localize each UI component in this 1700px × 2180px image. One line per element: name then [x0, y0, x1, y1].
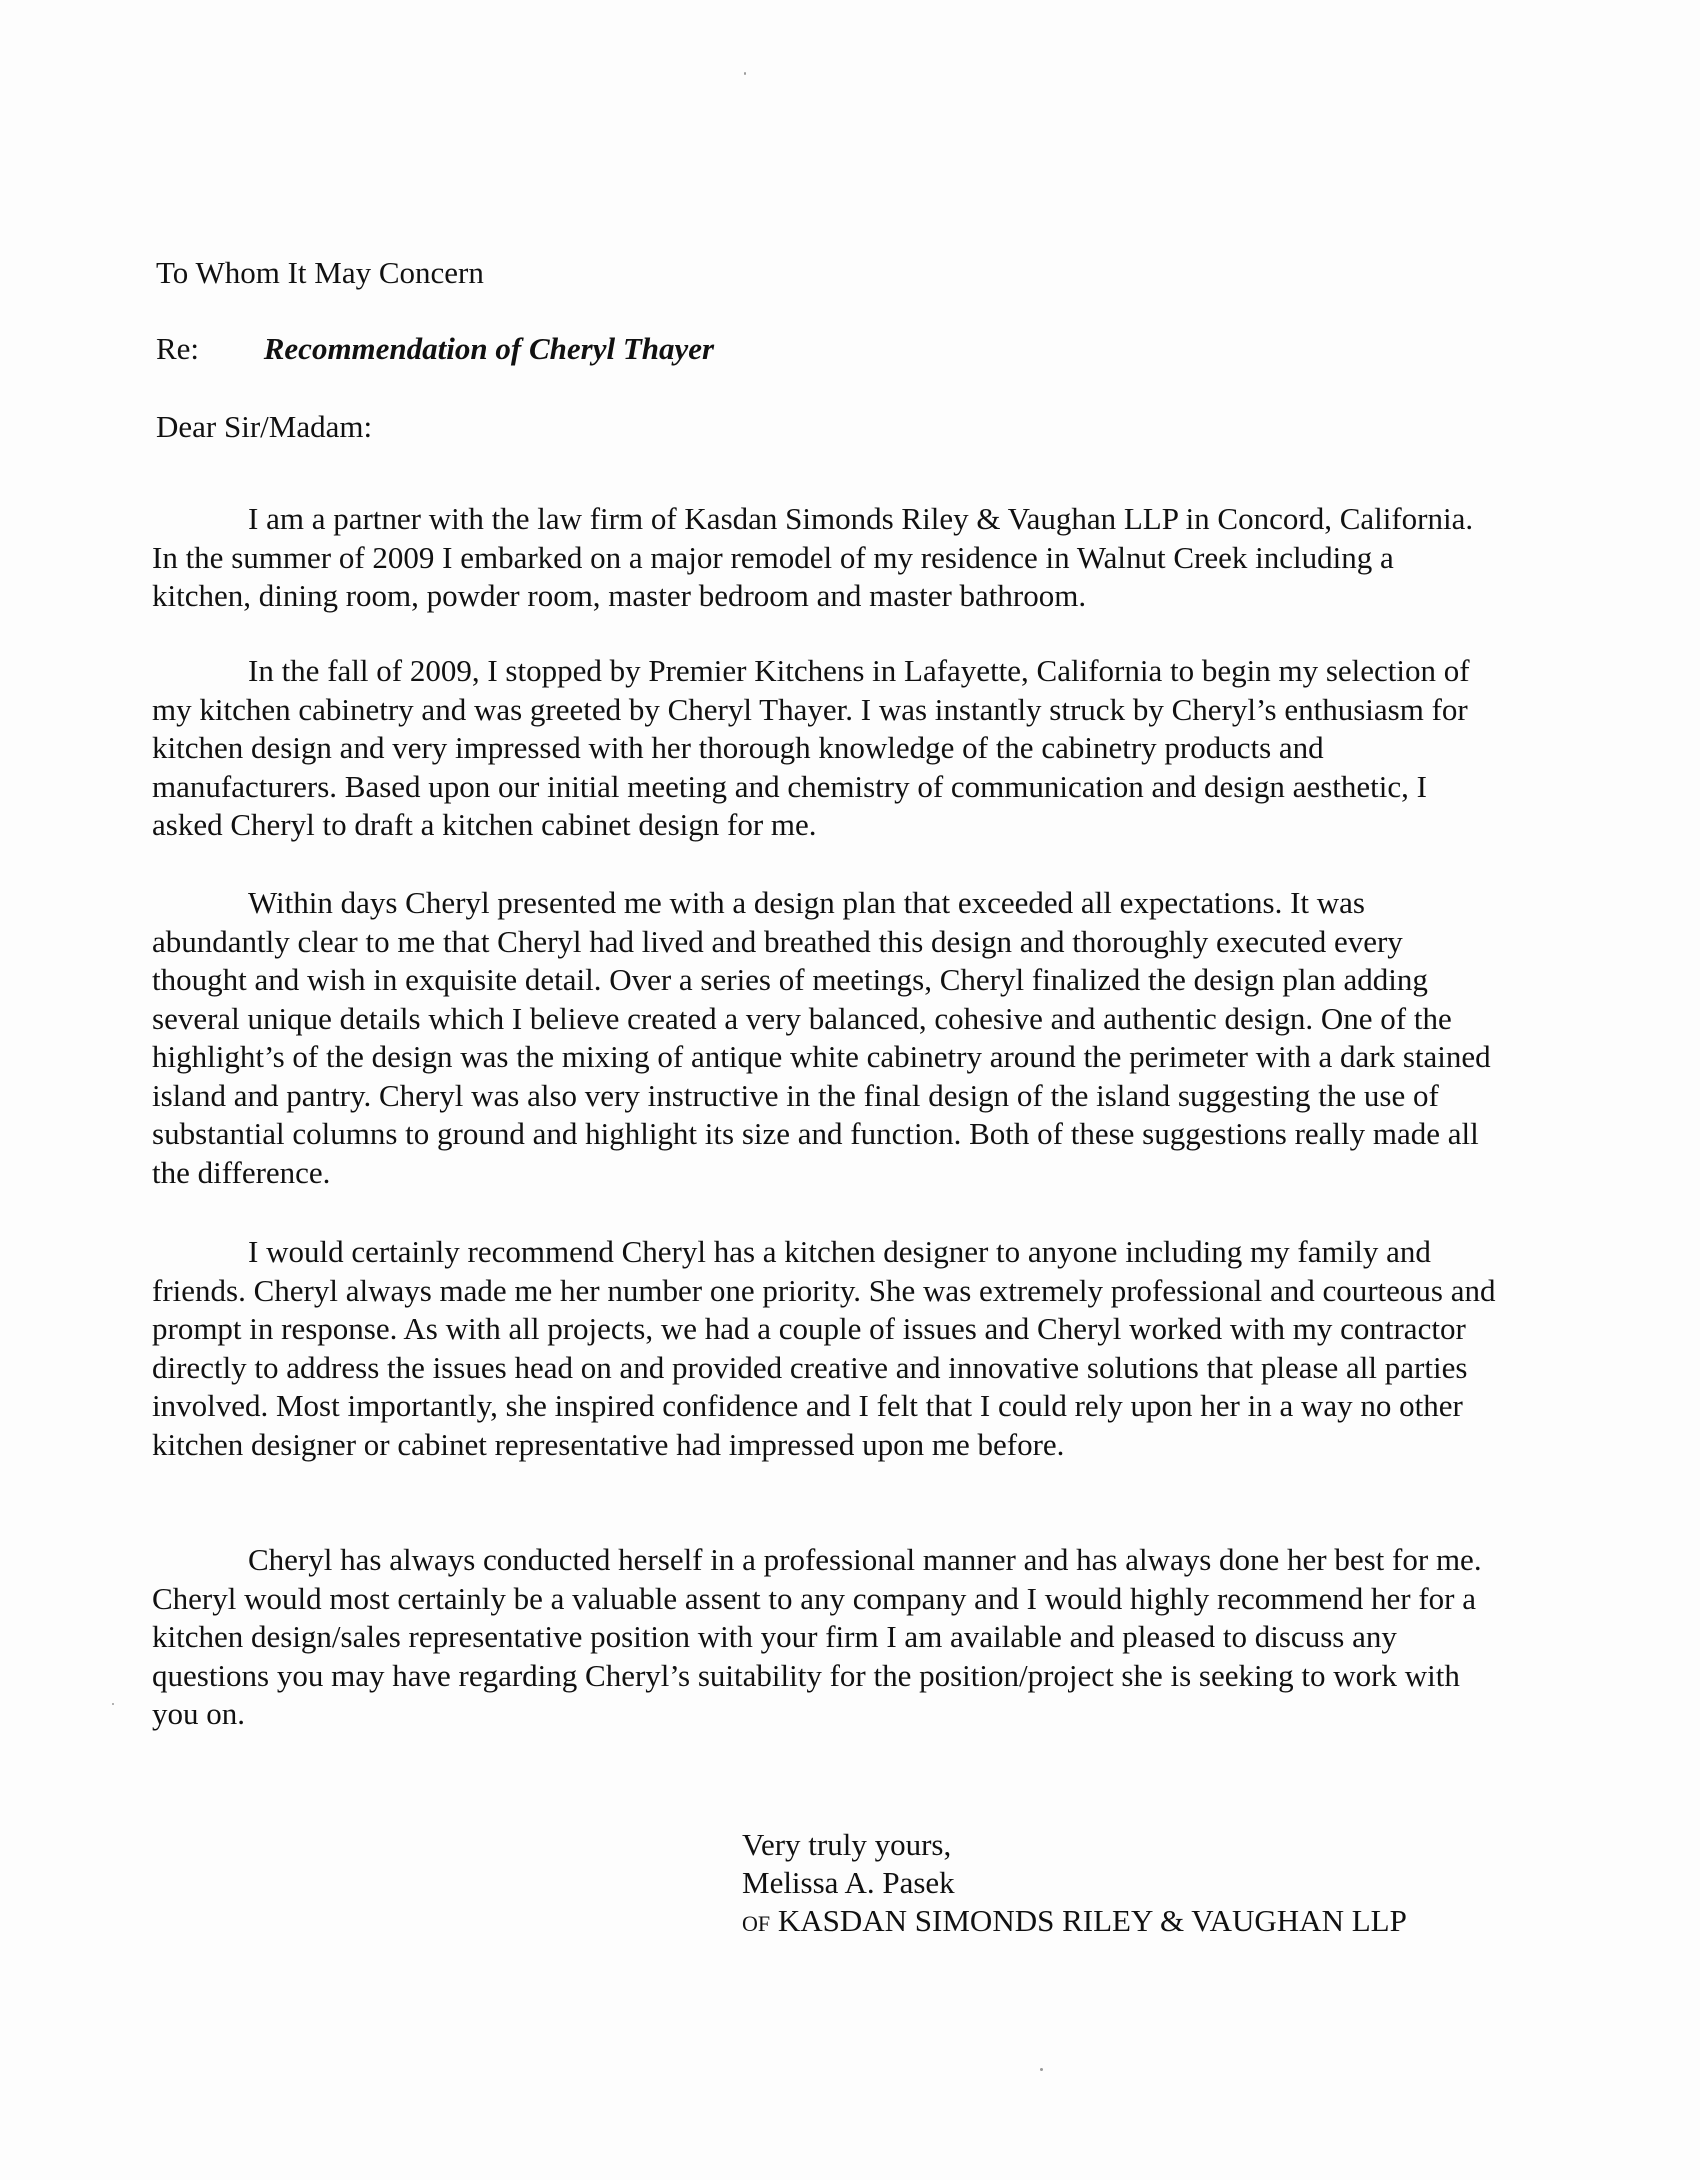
subject-line: [156, 331, 714, 367]
subject-text: Recommendation of Cheryl Thayer: [263, 331, 715, 366]
closing-phrase: Very truly yours,: [742, 1827, 952, 1862]
scan-speck: [1040, 2068, 1043, 2071]
body-paragraph: I would certainly recommend Cheryl has a kitchen designer to anyone including my family and friends. Cheryl always made me her number one priority. She was extremely professional and courteous and prompt in response. As with all projects, we had a couple of issues and Cheryl worked with my contractor directly to address the issues head on and provided creative and innovative solutions that please all parties involved. Most importantly, she inspired confidence and I felt that I could rely upon her in a way no other kitchen designer or cabinet representative had impressed upon me before.: [152, 1234, 1496, 1462]
scan-speck: [112, 1703, 114, 1705]
subject-label: Re:: [156, 331, 200, 366]
signer-name: Melissa A. Pasek: [742, 1865, 955, 1900]
scan-speck: [744, 72, 746, 75]
addressee-line: To Whom It May Concern: [156, 255, 484, 290]
greeting-line: Dear Sir/Madam:: [156, 409, 373, 444]
signer-firm: of KASDAN SIMONDS RILEY & VAUGHAN LLP: [742, 1903, 1407, 1938]
body-paragraph: Within days Cheryl presented me with a design plan that exceeded all expectations. It was abundantly clear to me that Cheryl had lived and breathed this design and thoroughly executed every thought and wish in exquisite detail. Over a series of meetings, Cheryl finalized the design plan adding several unique details which I believe created a very balanced, cohesive and authentic design. One of the highlight’s of the design was the mixing of antique white cabinetry around the perimeter with a dark stained island and pantry. Cheryl was also very instructive in the final design of the island suggesting the use of substantial columns to ground and highlight its size and function. Both of these suggestions really made all the difference.: [152, 885, 1491, 1190]
body-paragraph: I am a partner with the law firm of Kasdan Simonds Riley & Vaughan LLP in Concord, California. In the summer of 2009 I embarked on a major remodel of my residence in Walnut Creek including a kitchen, dining room, powder room, master bedroom and master bathroom.: [152, 501, 1474, 613]
signature-block: [742, 1826, 1407, 1940]
body-paragraph: In the fall of 2009, I stopped by Premier Kitchens in Lafayette, California to begin my selection of my kitchen cabinetry and was greeted by Cheryl Thayer. I was instantly struck by Cheryl’s enthusiasm for kitchen design and very impressed with her thorough knowledge of the cabinetry products and manufacturers. Based upon our initial meeting and chemistry of communication and design aesthetic, I asked Cheryl to draft a kitchen cabinet design for me.: [152, 653, 1470, 842]
body-paragraph: Cheryl has always conducted herself in a professional manner and has always done her best for me. Cheryl would most certainly be a valuable assent to any company and I would highly recommend her for a kitchen design/sales representative position with your firm I am available and pleased to discuss any questions you may have regarding Cheryl’s suitability for the position/project she is seeking to work with you on.: [152, 1542, 1482, 1731]
